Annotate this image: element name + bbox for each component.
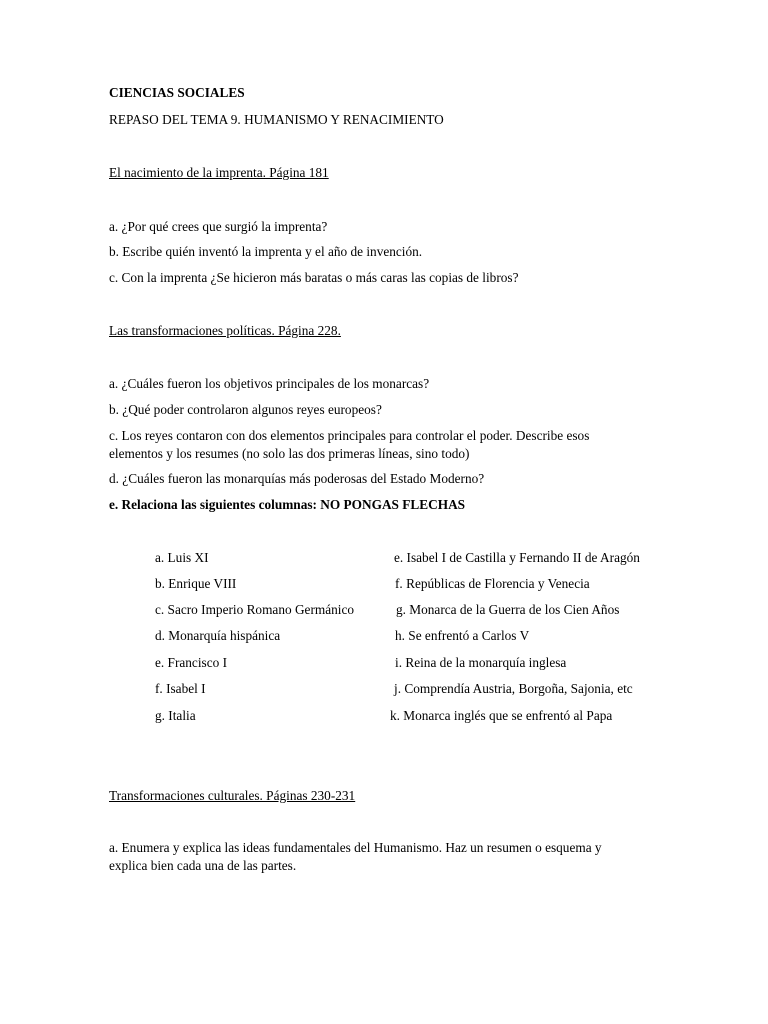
question-2b: b. ¿Qué poder controlaron algunos reyes europeos?	[109, 402, 382, 417]
left-item: e. Francisco I	[155, 655, 227, 670]
left-item: c. Sacro Imperio Romano Germánico	[155, 602, 355, 617]
right-item: k. Monarca inglés que se enfrentó al Papa	[390, 708, 613, 723]
question-2c-line1: c. Los reyes contaron con dos elementos principales para controlar el poder. Describe esos	[109, 428, 590, 443]
right-item: h. Se enfrentó a Carlos V	[395, 628, 530, 643]
question-3a-line2: explica bien cada una de las partes.	[109, 858, 297, 873]
right-item: f. Repúblicas de Florencia y Venecia	[395, 576, 590, 591]
left-item: b. Enrique VIII	[155, 576, 237, 591]
question-2d: d. ¿Cuáles fueron las monarquías más poderosas del Estado Moderno?	[109, 471, 485, 486]
subject-title: CIENCIAS SOCIALES	[109, 85, 245, 100]
right-item: j. Comprendía Austria, Borgoña, Sajonia, etc	[394, 681, 633, 696]
question-2c-line2: elementos y los resumes (no solo las dos primeras líneas, sino todo)	[109, 446, 470, 461]
left-item: d. Monarquía hispánica	[155, 628, 281, 643]
left-item: a. Luis XI	[155, 550, 209, 565]
right-item: i. Reina de la monarquía inglesa	[395, 655, 567, 670]
question-1c: c. Con la imprenta ¿Se hicieron más baratas o más caras las copias de libros?	[109, 270, 519, 285]
section-heading-printing: El nacimiento de la imprenta. Página 181	[109, 165, 329, 180]
right-item: e. Isabel I de Castilla y Fernando II de Aragón	[394, 550, 640, 565]
question-1b: b. Escribe quién inventó la imprenta y el año de invención.	[109, 244, 423, 259]
left-item: f. Isabel I	[155, 681, 206, 696]
right-item: g. Monarca de la Guerra de los Cien Años	[396, 602, 620, 617]
question-2a: a. ¿Cuáles fueron los objetivos principales de los monarcas?	[109, 376, 430, 391]
question-3a-line1: a. Enumera y explica las ideas fundamentales del Humanismo. Haz un resumen o esquema y	[109, 840, 602, 855]
exercise-title: e. Relaciona las siguientes columnas: NO PONGAS FLECHAS	[109, 497, 466, 512]
section-heading-politics: Las transformaciones políticas. Página 228.	[109, 323, 341, 338]
section-heading-culture: Transformaciones culturales. Páginas 230-231	[109, 788, 356, 803]
left-item: g. Italia	[155, 708, 196, 723]
question-1a: a. ¿Por qué crees que surgió la imprenta?	[109, 219, 328, 234]
worksheet-title: REPASO DEL TEMA 9. HUMANISMO Y RENACIMIENTO	[109, 112, 444, 127]
